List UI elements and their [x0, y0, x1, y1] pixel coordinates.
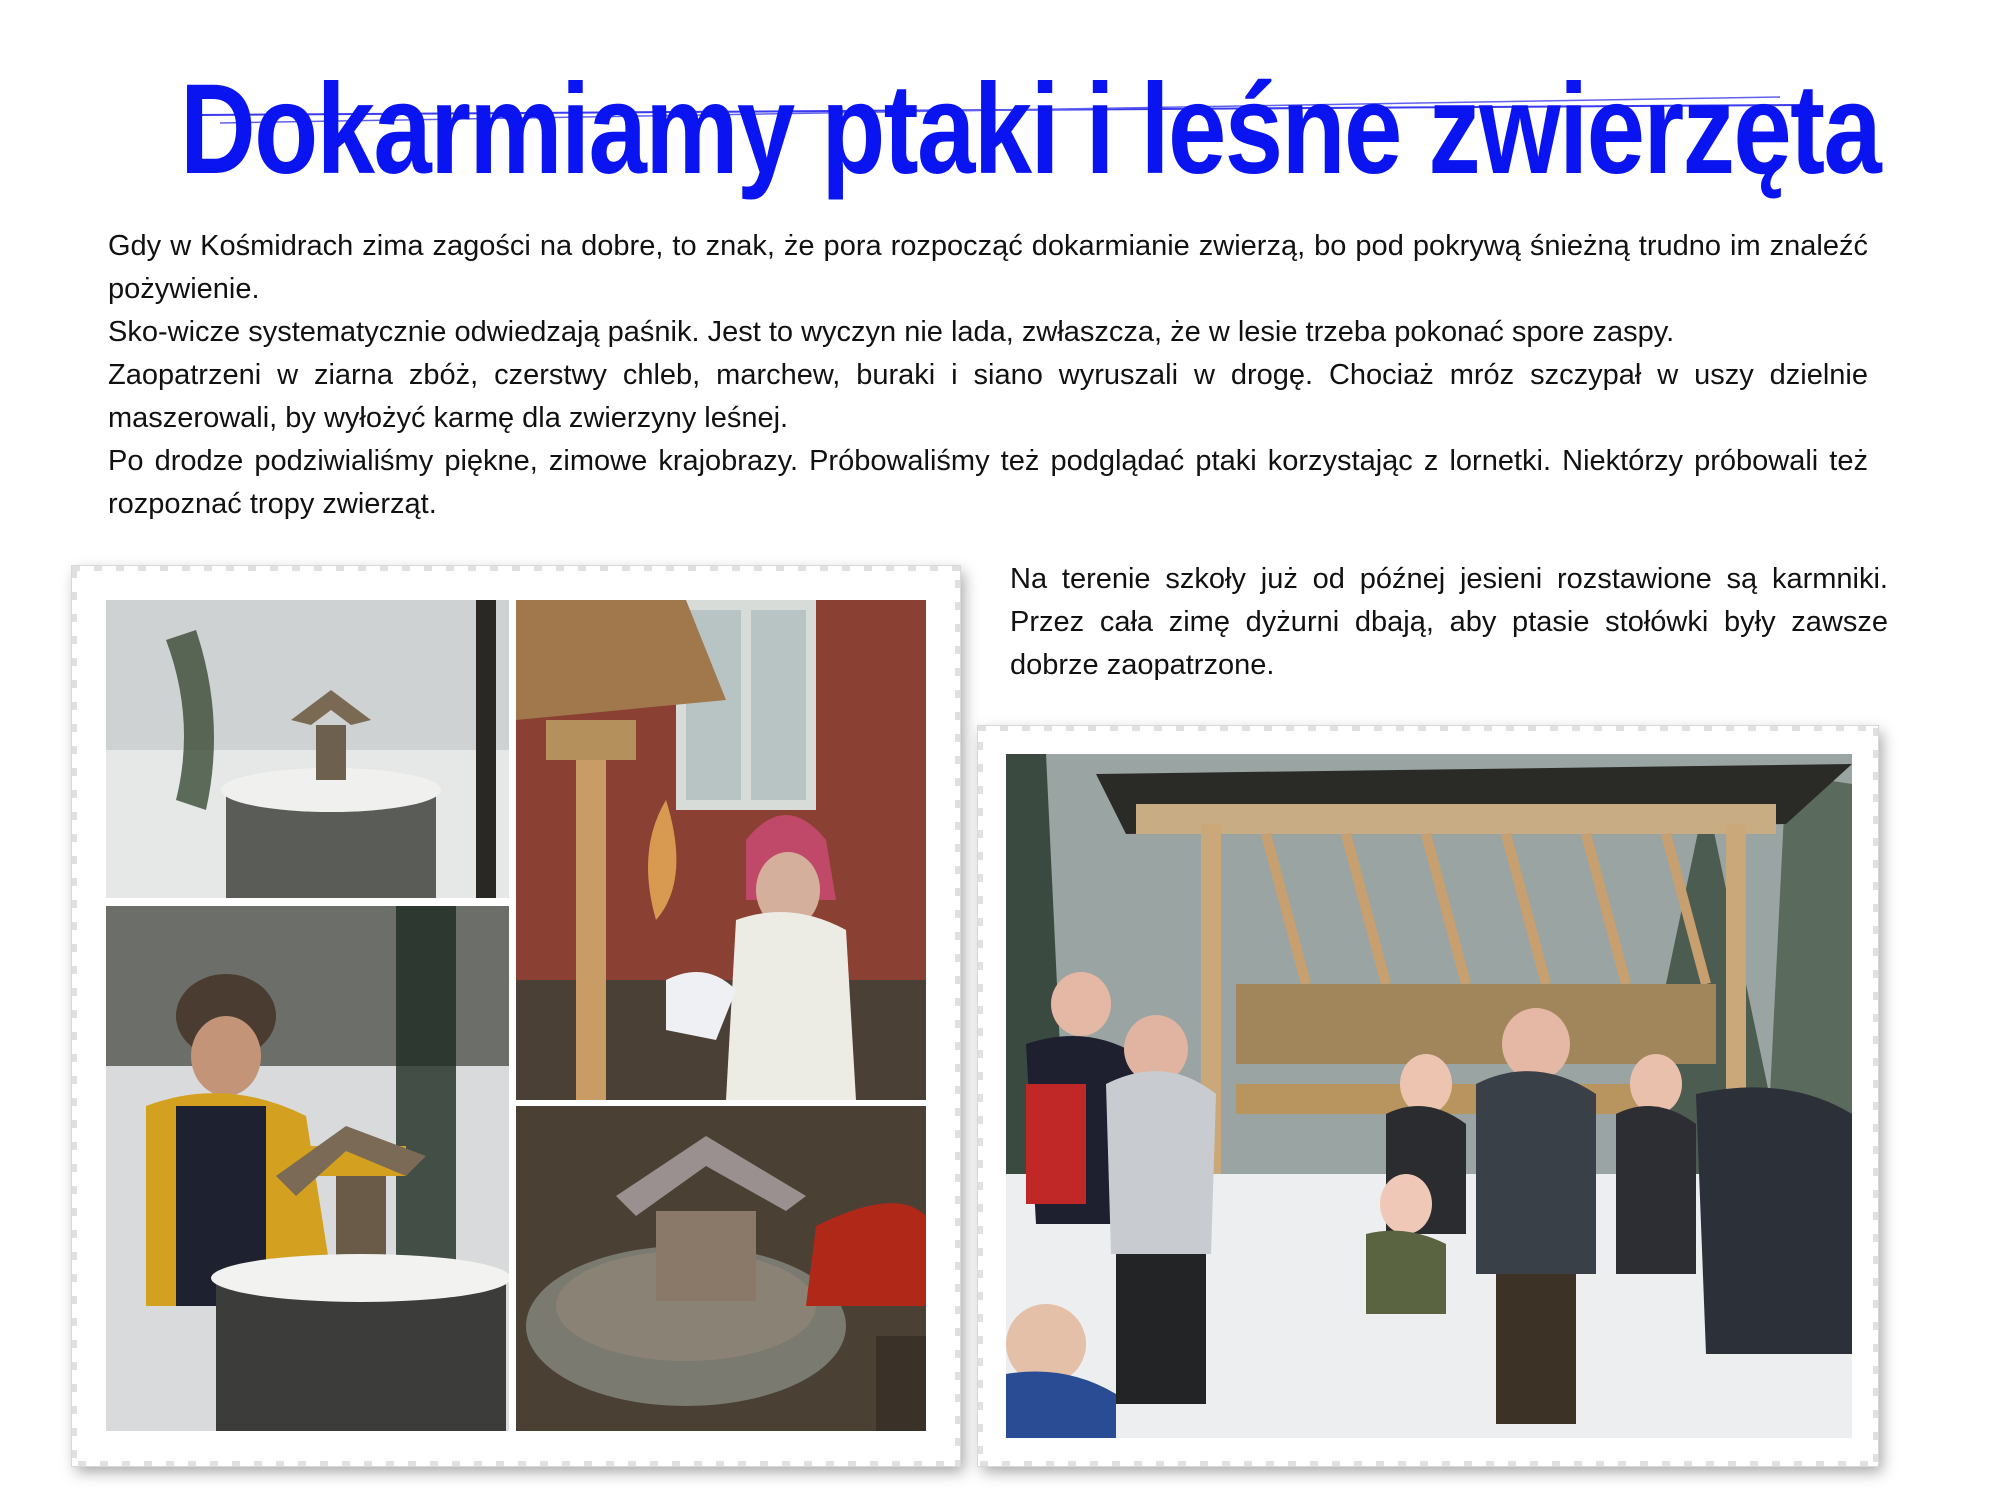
- intro-paragraph: Sko-wicze systematycznie odwiedzają paśnik. Jest to wyczyn nie lada, zwłaszcza, że w lesie trzeba pokonać spore zaspy.: [108, 316, 1675, 348]
- intro-paragraph: Zaopatrzeni w ziarna zbóż, czerstwy chleb, marchew, buraki i siano wyruszali w drogę. Chociaż mróz szczypał w uszy dzielnie maszerowali, by wyłożyć karmę dla zwierzyny leśnej.: [108, 359, 1868, 434]
- photo-children-at-forest-feeder: [1006, 754, 1852, 1438]
- photo-girl-with-feeder: [516, 600, 926, 1100]
- intro-text: [108, 225, 1868, 526]
- photo-collage-stamp: [72, 566, 960, 1466]
- intro-paragraph: Gdy w Kośmidrach zima zagości na dobre, to znak, że pora rozpocząć dokarmianie zwierzą, bo pod pokrywą śnieżną trudno im znaleźć pożywienie.: [108, 230, 1868, 305]
- photo-feeder-on-stone: [516, 1106, 926, 1431]
- photo-forest-feeder-stamp: [978, 726, 1878, 1466]
- photo-boy-with-feeder: [106, 906, 509, 1431]
- photo-feeder-in-snow: [106, 600, 509, 898]
- intro-paragraph: Po drodze podziwialiśmy piękne, zimowe krajobrazy. Próbowaliśmy też podglądać ptaki korzystając z lornetki. Niektórzy próbowali też rozpoznać tropy zwierząt.: [108, 445, 1868, 520]
- page-title: Dokarmiamy ptaki i leśne zwierzęta: [180, 58, 1881, 201]
- side-text: Na terenie szkoły już od późnej jesieni rozstawione są karmniki. Przez cała zimę dyżurni dbają, aby ptasie stołówki były zawsze dobrze zaopatrzone.: [1010, 563, 1888, 681]
